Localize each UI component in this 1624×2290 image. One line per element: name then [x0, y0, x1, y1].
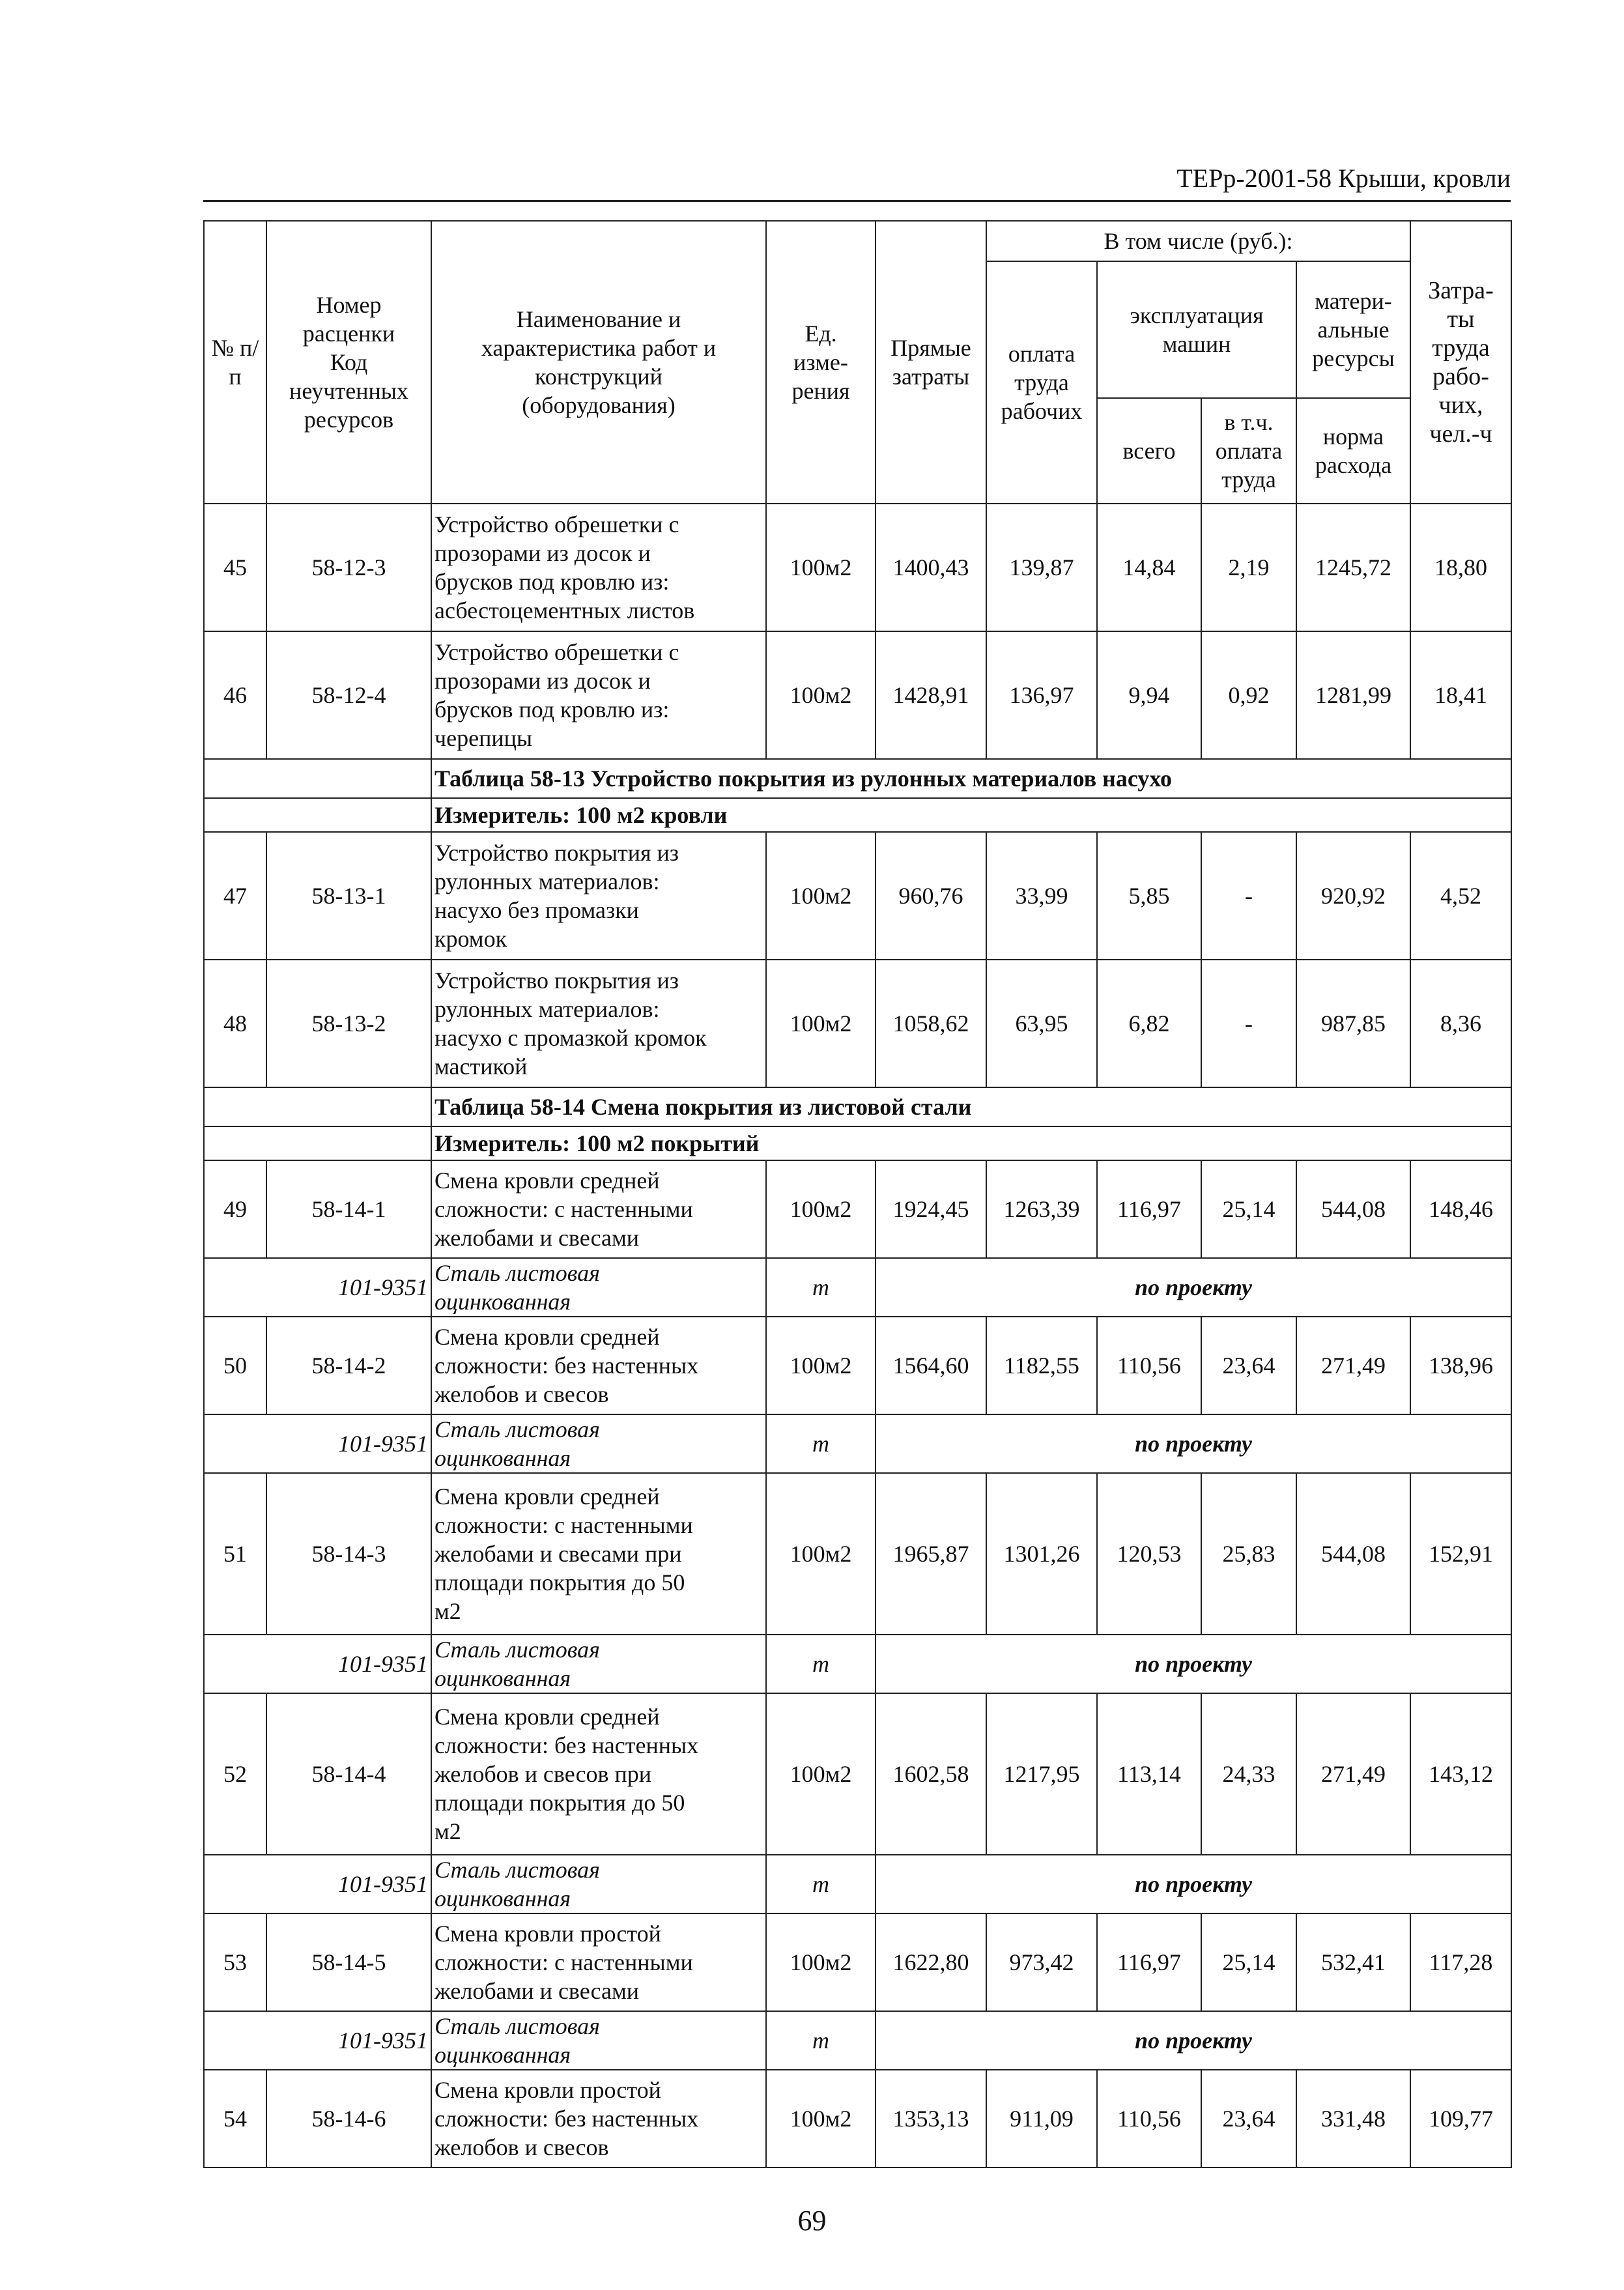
col-pay: оплата труда рабочих: [986, 261, 1097, 504]
table-58-13-title: Таблица 58-13 Устройство покрытия из рулонных материалов насухо: [431, 759, 1511, 798]
col-incl: В том числе (руб.):: [986, 221, 1410, 261]
table-58-14-measure: Измеритель: 100 м2 покрытий: [431, 1126, 1511, 1160]
table-row: 50 58-14-2 Смена кровли средней сложности: без настенных желобов и свесов 100м2 1564,60 1182,55 110,56 23,64 271,49 138,96: [204, 1317, 1511, 1414]
resource-row: 101-9351 Сталь листовая оцинкованная т по проекту: [204, 1855, 1511, 1913]
resource-row: 101-9351 Сталь листовая оцинкованная т по проекту: [204, 1258, 1511, 1317]
table-row: 45 58-12-3 Устройство обрешетки с прозорами из досок и брусков под кровлю из: асбестоцементных листов 100м2 1400,43 139,87 14,84 2,19 1245,72 18,80: [204, 504, 1511, 631]
table-title-row: [204, 1087, 1511, 1126]
col-npp: № п/п: [204, 221, 266, 504]
table-row: 47 58-13-1 Устройство покрытия из рулонных материалов: насухо без промазки кромок 100м2 960,76 33,99 5,85 - 920,92 4,52: [204, 832, 1511, 960]
table-row: 49 58-14-1 Смена кровли средней сложности: с настенными желобами и свесами 100м2 1924,45 1263,39 116,97 25,14 544,08 148,46: [204, 1160, 1511, 1258]
document-title: ТЕРр-2001-58 Крыши, кровли: [1176, 164, 1511, 193]
col-unit: Ед. изме- рения: [766, 221, 876, 504]
table-title-row: [204, 759, 1511, 798]
col-mach-total: всего: [1097, 398, 1201, 504]
col-direct: Прямые затраты: [876, 221, 986, 504]
table-row: 54 58-14-6 Смена кровли простой сложности: без настенных желобов и свесов 100м2 1353,13 911,09 110,56 23,64 331,48 109,77: [204, 2070, 1511, 2168]
col-labor: Затра- ты труда рабо- чих, чел.-ч: [1410, 221, 1511, 504]
table-measure-row: [204, 1126, 1511, 1160]
page-header: [203, 160, 1511, 202]
page-number: 69: [797, 2205, 827, 2237]
col-name: Наименование и характеристика работ и конструкций (оборудования): [431, 221, 766, 504]
table-row: 46 58-12-4 Устройство обрешетки с прозорами из досок и брусков под кровлю из: черепицы 100м2 1428,91 136,97 9,94 0,92 1281,99 18,41: [204, 631, 1511, 759]
header-rule: [203, 200, 1511, 202]
table-58-13-measure: Измеритель: 100 м2 кровли: [431, 798, 1511, 832]
resource-row: 101-9351 Сталь листовая оцинкованная т по проекту: [204, 2011, 1511, 2070]
col-code: Номер расценки Код неучтенных ресурсов: [266, 221, 431, 504]
col-mat-norm: норма расхода: [1296, 398, 1410, 504]
table-row: 52 58-14-4 Смена кровли средней сложности: без настенных желобов и свесов при площади покрытия до 50 м2 100м2 1602,58 1217,95 113,14 24,33 271,49 143,12: [204, 1693, 1511, 1855]
table-row: 51 58-14-3 Смена кровли средней сложности: с настенными желобами и свесами при площади покрытия до 50 м2 100м2 1965,87 1301,26 120,53 25,83 544,08 152,91: [204, 1473, 1511, 1635]
resource-row: 101-9351 Сталь листовая оцинкованная т по проекту: [204, 1635, 1511, 1693]
rates-table: [203, 220, 1512, 2168]
table-58-14-title: Таблица 58-14 Смена покрытия из листовой стали: [431, 1087, 1511, 1126]
table-measure-row: [204, 798, 1511, 832]
col-mat: матери- альные ресурсы: [1296, 261, 1410, 398]
col-mach: эксплуатация машин: [1097, 261, 1296, 398]
header-row-1: [204, 221, 1511, 261]
table-row: 53 58-14-5 Смена кровли простой сложности: с настенными желобами и свесами 100м2 1622,80 973,42 116,97 25,14 532,41 117,28: [204, 1913, 1511, 2011]
col-mach-pay: в т.ч. оплата труда: [1201, 398, 1296, 504]
resource-row: 101-9351 Сталь листовая оцинкованная т по проекту: [204, 1414, 1511, 1473]
table-row: 48 58-13-2 Устройство покрытия из рулонных материалов: насухо с промазкой кромок мастикой 100м2 1058,62 63,95 6,82 - 987,85 8,36: [204, 960, 1511, 1087]
